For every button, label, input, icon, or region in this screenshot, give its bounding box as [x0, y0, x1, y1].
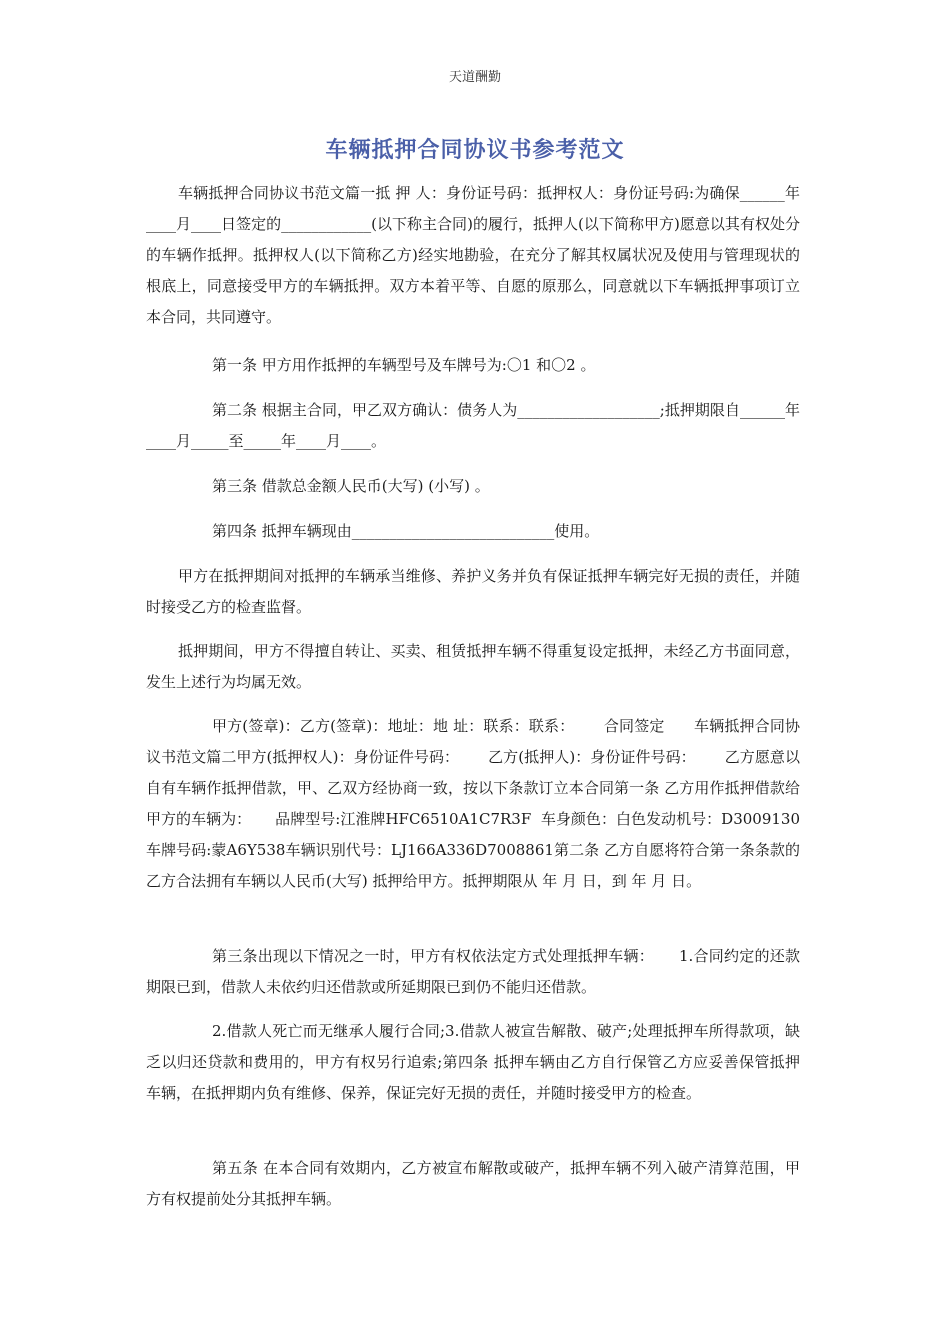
paragraph-contract-two: 甲方(签章)：乙方(签章)：地址：地 址：联系：联系： 合同签定 车辆抵押合同协议书范文篇二甲方(抵押权人)：身份证件号码： 乙方(抵押人)：身份证件号码： 乙方愿意以自有车辆作抵押借款，甲、乙双方经协商一致，按以下条款订立本合同第一条 乙方用作抵押借款给甲方的车辆为： 品牌型号:江淮牌HFC6510A1C7R3F 车身颜色：白色发动机号：D3009130 车牌号码:蒙A6Y538车辆识别代号：LJ166A336D7008861第二条 乙方自愿将符合第一条条款的乙方合法拥有车辆以人民币(大写) 抵押给甲方。抵押期限从 年 月 日，到 年 月 日。 [146, 717, 805, 890]
paragraph-article-3b: 第三条出现以下情况之一时，甲方有权依法定方式处理抵押车辆： 1.合同约定的还款期限已到，借款人未依约归还借款或所延期限已到仍不能归还借款。 [146, 947, 800, 996]
paragraph-article-5: 第五条 在本合同有效期内，乙方被宣布解散或破产，抵押车辆不列入破产清算范围，甲方有权提前处分其抵押车辆。 [146, 1159, 800, 1208]
paragraph-maintenance: 甲方在抵押期间对抵押的车辆承当维修、养护义务并负有保证抵押车辆完好无损的责任，并随时接受乙方的检查监督。 [146, 567, 800, 616]
document-title: 车辆抵押合同协议书参考范文 [325, 138, 625, 163]
paragraph-article-3: 第三条 借款总金额人民币(大写) (小写) 。 [212, 477, 490, 495]
page-header: 天道酬勤 [448, 70, 501, 85]
paragraph-intro: 车辆抵押合同协议书范文篇一抵 押 人：身份证号码：抵押权人：身份证号码:为确保______年____月____日签定的____________(以下称主合同)的履行，抵押人(以下简称甲方)愿意以其有权处分的车辆作抵押。抵押权人(以下简称乙方)经实地勘验，在充分了解其权属状况及使用与管理现状的根底上，同意接受甲方的车辆抵押。双方本着平等、自愿的原那么，同意就以下车辆抵押事项订立本合同，共同遵守。 [146, 184, 800, 326]
paragraph-conditions: 2.借款人死亡而无继承人履行合同;3.借款人被宣告解散、破产;处理抵押车所得款项，缺乏以归还贷款和费用的，甲方有权另行追索;第四条 抵押车辆由乙方自行保管乙方应妥善保管抵押车辆，在抵押期内负有维修、保养，保证完好无损的责任，并随时接受甲方的检查。 [146, 1022, 800, 1102]
paragraph-article-1: 第一条 甲方用作抵押的车辆型号及车牌号为:〇1 和〇2 。 [212, 356, 596, 374]
paragraph-article-4: 第四条 抵押车辆现由___________________________使用。 [212, 522, 600, 540]
paragraph-restrictions: 抵押期间，甲方不得擅自转让、买卖、租赁抵押车辆不得重复设定抵押，未经乙方书面同意，发生上述行为均属无效。 [146, 642, 800, 691]
paragraph-article-2: 第二条 根据主合同，甲乙双方确认：债务人为___________________;抵押期限自______年____月_____至_____年____月____。 [146, 401, 800, 450]
